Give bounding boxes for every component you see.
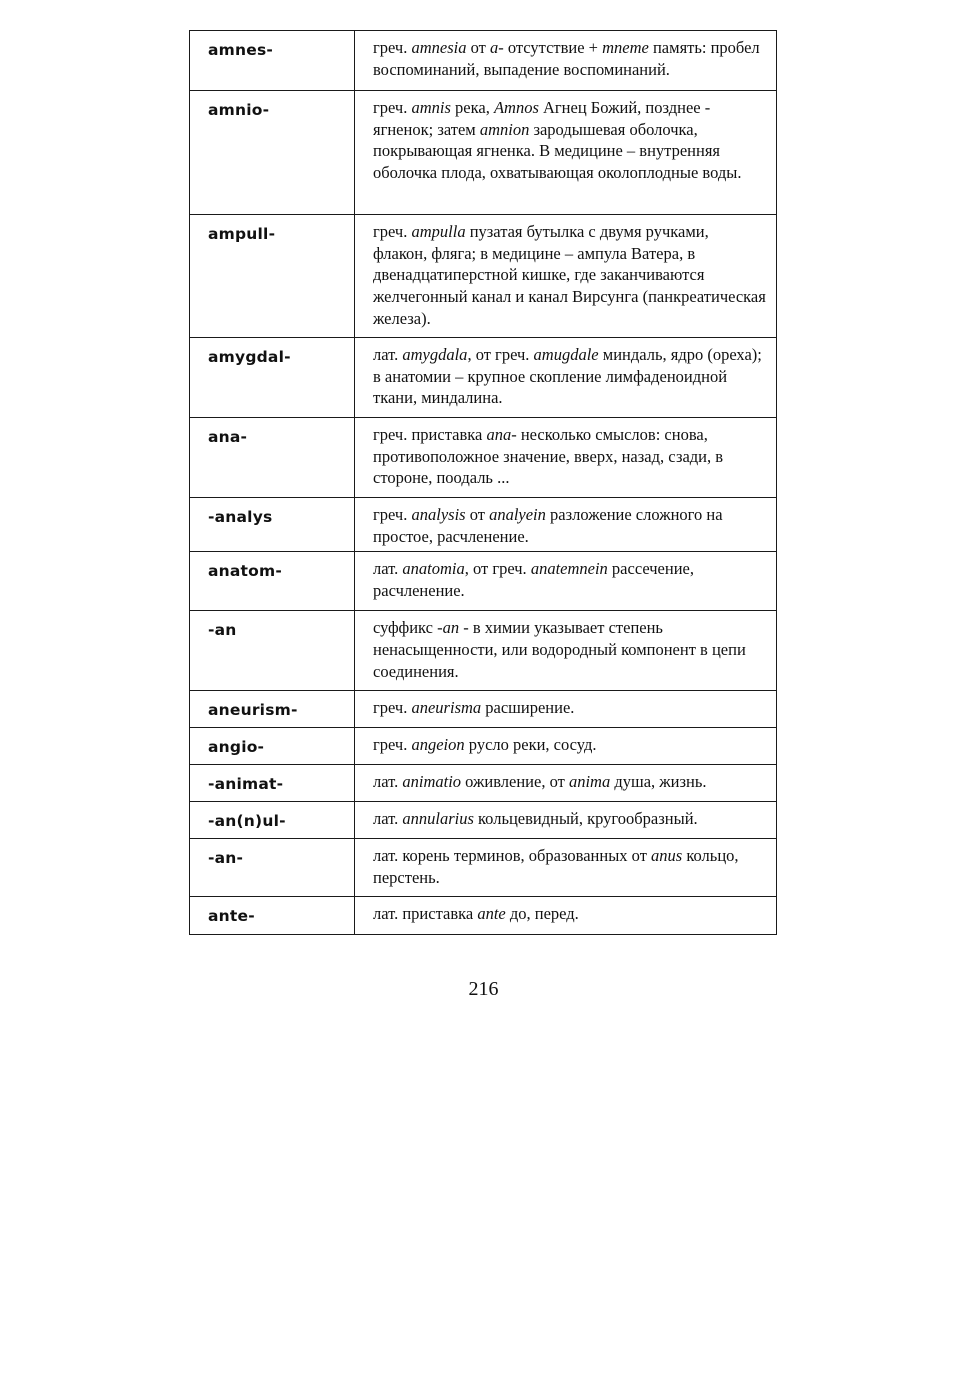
definition-text: русло реки, сосуд.: [464, 735, 597, 755]
italic-term-text: anatemnein: [530, 559, 608, 579]
term-cell: angio-: [190, 728, 355, 765]
definition-text: душа, жизнь.: [610, 772, 707, 792]
italic-term-text: amnis: [411, 98, 451, 117]
definition-cell: [355, 839, 777, 897]
definition-text: зародышевая оболочка, покрывающая ягненка. В медицине – внутренняя оболочка плода, охватывающая околоплодные воды.: [373, 119, 742, 183]
italic-term-text: anus: [651, 846, 683, 866]
definition-text: греч.: [373, 38, 412, 57]
definition-text: лат.: [373, 772, 403, 792]
italic-term-text: aneurisma: [411, 698, 482, 718]
term-cell: ante-: [190, 897, 355, 935]
definition-cell: [355, 91, 777, 215]
term-cell: -an(n)ul-: [190, 802, 355, 839]
definition-text: греч.: [373, 735, 412, 755]
term-cell: -animat-: [190, 765, 355, 802]
italic-term-text: -an: [437, 618, 460, 638]
definition-text: память: пробел воспоминаний, выпадение воспоминаний.: [373, 38, 760, 79]
term-cell: anatom-: [190, 552, 355, 611]
italic-term-text: ante: [477, 904, 506, 924]
italic-term-text: anatomia: [402, 559, 465, 579]
table-row: [190, 91, 777, 215]
definition-text: греч.: [373, 505, 412, 524]
term-cell: -an-: [190, 839, 355, 897]
definition-cell: [355, 552, 777, 611]
definition-text: расширение.: [481, 698, 575, 718]
definition-text: от: [465, 505, 490, 524]
definition-cell: [355, 691, 777, 728]
page-number: 216: [468, 978, 499, 1000]
definition-cell: [355, 498, 777, 552]
italic-term-text: analysis: [411, 505, 466, 524]
italic-term-text: ampulla: [411, 222, 466, 241]
italic-term-text: mneme: [602, 38, 649, 57]
definition-text: миндаль, ядро (ореха); в анатомии – крупное скопление лимфаденоидной ткани, миндалина.: [373, 345, 762, 408]
table-row: [190, 897, 777, 935]
definition-text: река,: [450, 98, 494, 117]
italic-term-text: amygdala: [402, 345, 468, 364]
definition-text: кольцевидный, кругообразный.: [473, 809, 698, 829]
definition-text: разложение сложного на простое, расчленение.: [373, 505, 723, 546]
definition-cell: [355, 728, 777, 765]
term-cell: amnes-: [190, 31, 355, 91]
italic-term-text: amnesia: [411, 38, 467, 57]
definition-text: рассечение, расчленение.: [373, 559, 694, 601]
glossary-body: [190, 31, 777, 935]
definition-text: оживление, от: [461, 772, 569, 792]
italic-term-text: amugdale: [533, 345, 599, 364]
definition-text: кольцо, перстень.: [373, 846, 739, 888]
glossary-table: [189, 30, 777, 935]
table-row: [190, 215, 777, 338]
table-row: [190, 691, 777, 728]
definition-text: лат.: [373, 559, 403, 579]
table-row: [190, 611, 777, 691]
definition-text: несколько смыслов: снова, противоположное значение, вверх, назад, сзади, в стороне, поодаль ...: [373, 425, 724, 488]
table-row: [190, 728, 777, 765]
table-row: [190, 802, 777, 839]
term-cell: ana-: [190, 418, 355, 498]
definition-text: от: [466, 38, 490, 57]
italic-term-text: a-: [489, 38, 504, 57]
italic-term-text: ana-: [486, 425, 517, 444]
definition-text: пузатая бутылка с двумя ручками, флакон, фляга; в медицине – ампула Ватера, в двенадцатиперстной кишке, где заканчиваются желчегонный канал и канал Вирсунга (панкреатическая железа).: [373, 222, 766, 328]
definition-cell: [355, 418, 777, 498]
definition-text: , от греч.: [464, 559, 531, 579]
term-cell: amnio-: [190, 91, 355, 215]
italic-term-text: annularius: [402, 809, 474, 829]
definition-text: лат.: [373, 809, 403, 829]
definition-cell: [355, 765, 777, 802]
table-row: [190, 765, 777, 802]
term-cell: amygdal-: [190, 338, 355, 418]
definition-text: греч.: [373, 698, 412, 718]
definition-cell: [355, 31, 777, 91]
italic-term-text: angeion: [411, 735, 465, 755]
definition-text: греч.: [373, 98, 412, 117]
table-row: [190, 498, 777, 552]
italic-term-text: animatio: [402, 772, 462, 792]
definition-text: греч. приставка: [373, 425, 487, 444]
definition-cell: [355, 611, 777, 691]
italic-term-text: analyein: [489, 505, 546, 524]
table-row: [190, 338, 777, 418]
table-row: [190, 552, 777, 611]
definition-text: - в химии указывает степень ненасыщенности, или водородный компонент в цепи соединения.: [373, 618, 746, 681]
term-cell: -an: [190, 611, 355, 691]
table-row: [190, 31, 777, 91]
term-cell: aneurism-: [190, 691, 355, 728]
italic-term-text: anima: [568, 772, 611, 792]
definition-cell: [355, 338, 777, 418]
definition-text: Агнец Божий, позднее - ягненок; затем: [373, 98, 711, 139]
definition-cell: [355, 897, 777, 935]
definition-text: отсутствие +: [503, 38, 603, 57]
definition-text: лат. приставка: [373, 904, 478, 924]
table-row: [190, 418, 777, 498]
definition-text: греч.: [373, 222, 412, 241]
italic-term-text: Amnos: [493, 98, 539, 117]
term-cell: ampull-: [190, 215, 355, 338]
table-row: [190, 839, 777, 897]
definition-text: , от греч.: [467, 345, 534, 364]
definition-text: лат.: [373, 345, 403, 364]
definition-cell: [355, 802, 777, 839]
definition-text: лат. корень терминов, образованных от: [373, 846, 652, 866]
italic-term-text: amnion: [479, 119, 530, 139]
definition-text: до, перед.: [505, 904, 579, 924]
definition-text: суффикс: [373, 618, 438, 638]
term-cell: -analys: [190, 498, 355, 552]
definition-cell: [355, 215, 777, 338]
